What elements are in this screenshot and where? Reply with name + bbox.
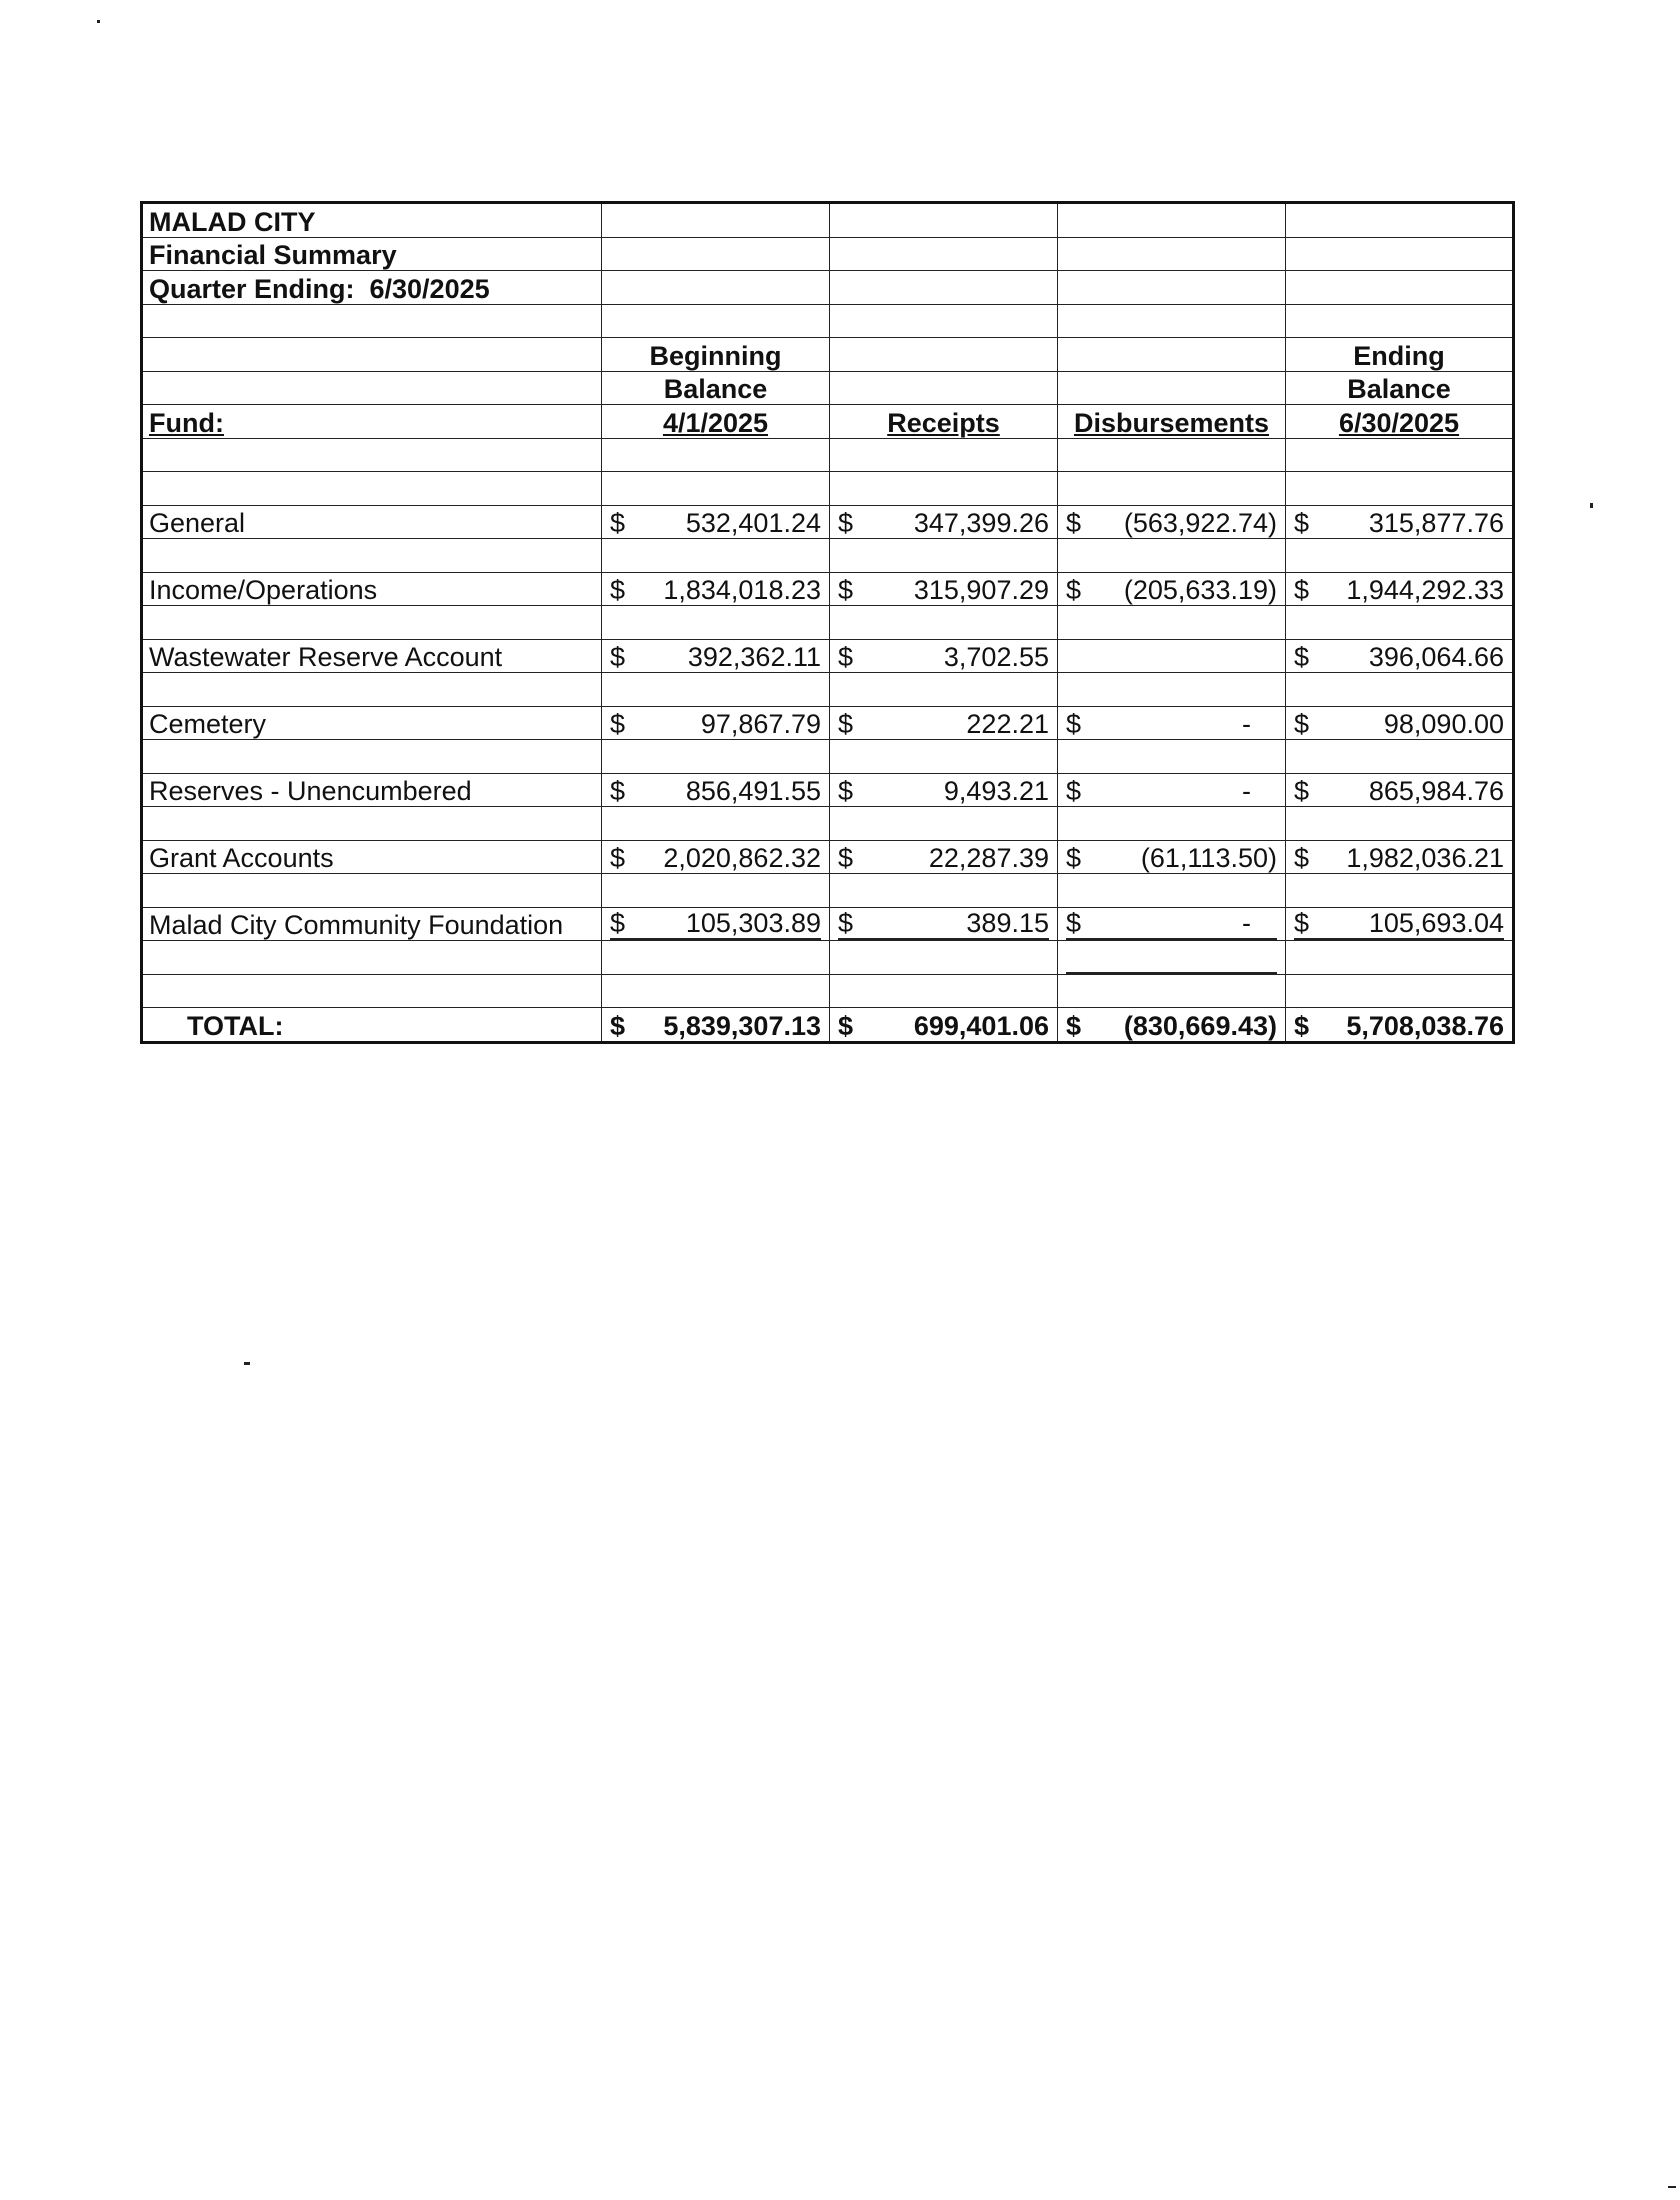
entity-name: MALAD CITY bbox=[142, 203, 602, 238]
fund-ending-cell: $ 396,064.66 bbox=[1286, 639, 1514, 673]
scan-speck bbox=[244, 1362, 250, 1365]
fund-beginning-cell: $ 392,362.11 bbox=[602, 639, 830, 673]
fund-name: General bbox=[142, 505, 602, 539]
fund-receipts-cell: $ 22,287.39 bbox=[830, 840, 1058, 874]
spacer-row bbox=[142, 874, 1514, 908]
fund-ending-cell: $ 1,944,292.33 bbox=[1286, 572, 1514, 606]
fund-name: Grant Accounts bbox=[142, 840, 602, 874]
fund-beginning-cell: $ 105,303.89 bbox=[602, 907, 830, 941]
fund-name: Income/Operations bbox=[142, 572, 602, 606]
financial-summary-table bbox=[140, 201, 1515, 1044]
fund-beginning-cell: $ 856,491.55 bbox=[602, 773, 830, 807]
fund-receipts-cell: $ 222.21 bbox=[830, 706, 1058, 740]
fund-ending-cell: $ 865,984.76 bbox=[1286, 773, 1514, 807]
ending-header-line2: Balance bbox=[1286, 371, 1514, 405]
header-row bbox=[142, 271, 1514, 305]
fund-name: Malad City Community Foundation bbox=[142, 907, 602, 941]
fund-ending-cell: $ 105,693.04 bbox=[1286, 907, 1514, 941]
fund-disbursements-cell: $ (563,922.74) bbox=[1058, 505, 1286, 539]
total-beginning: $ 5,839,307.13 bbox=[602, 1008, 830, 1043]
header-row bbox=[142, 203, 1514, 238]
spacer-row bbox=[142, 304, 1514, 338]
spacer-row bbox=[142, 673, 1514, 707]
beginning-header-line1: Beginning bbox=[602, 338, 830, 372]
ending-date-header: 6/30/2025 bbox=[1286, 405, 1514, 439]
fund-disbursements-cell bbox=[1058, 639, 1286, 673]
fund-header: Fund: bbox=[142, 405, 602, 439]
total-row bbox=[142, 1008, 1514, 1043]
fund-beginning-cell: $ 97,867.79 bbox=[602, 706, 830, 740]
spacer-row bbox=[142, 941, 1514, 975]
quarter-ending: Quarter Ending: 6/30/2025 bbox=[142, 271, 602, 305]
report-title: Financial Summary bbox=[142, 237, 602, 271]
scan-speck bbox=[1668, 2186, 1676, 2188]
fund-ending-cell: $ 1,982,036.21 bbox=[1286, 840, 1514, 874]
column-header-row bbox=[142, 338, 1514, 372]
total-label: TOTAL: bbox=[142, 1008, 602, 1043]
fund-rows bbox=[142, 505, 1514, 941]
fund-row bbox=[142, 572, 1514, 606]
disbursements-header: Disbursements bbox=[1058, 405, 1286, 439]
fund-disbursements-cell: $ (61,113.50) bbox=[1058, 840, 1286, 874]
spacer-row bbox=[142, 606, 1514, 640]
fund-name: Reserves - Unencumbered bbox=[142, 773, 602, 807]
disbursement-subtotal-rule bbox=[1066, 942, 1277, 974]
spacer-row bbox=[142, 740, 1514, 774]
header-row bbox=[142, 237, 1514, 271]
fund-beginning-cell: $ 1,834,018.23 bbox=[602, 572, 830, 606]
column-header-row bbox=[142, 405, 1514, 439]
scan-speck bbox=[97, 20, 100, 23]
beginning-date-header: 4/1/2025 bbox=[602, 405, 830, 439]
fund-row bbox=[142, 907, 1514, 941]
total-receipts: $ 699,401.06 bbox=[830, 1008, 1058, 1043]
fund-row bbox=[142, 840, 1514, 874]
fund-beginning-cell: $ 2,020,862.32 bbox=[602, 840, 830, 874]
fund-row bbox=[142, 639, 1514, 673]
spacer-row bbox=[142, 438, 1514, 472]
spacer-row bbox=[142, 807, 1514, 841]
spacer-row bbox=[142, 539, 1514, 573]
fund-name: Cemetery bbox=[142, 706, 602, 740]
spacer-row bbox=[142, 974, 1514, 1008]
fund-disbursements-cell: $ - bbox=[1058, 773, 1286, 807]
ending-header-line1: Ending bbox=[1286, 338, 1514, 372]
fund-receipts-cell: $ 9,493.21 bbox=[830, 773, 1058, 807]
beginning-header-line2: Balance bbox=[602, 371, 830, 405]
fund-row bbox=[142, 505, 1514, 539]
fund-ending-cell: $ 315,877.76 bbox=[1286, 505, 1514, 539]
receipts-header: Receipts bbox=[830, 405, 1058, 439]
fund-beginning-cell: $ 532,401.24 bbox=[602, 505, 830, 539]
fund-row bbox=[142, 706, 1514, 740]
spacer-row bbox=[142, 472, 1514, 506]
total-ending: $ 5,708,038.76 bbox=[1286, 1008, 1514, 1043]
column-header-row bbox=[142, 371, 1514, 405]
scan-speck bbox=[1590, 503, 1593, 508]
fund-name: Wastewater Reserve Account bbox=[142, 639, 602, 673]
fund-disbursements-cell: $ - bbox=[1058, 706, 1286, 740]
fund-disbursements-cell: $ (205,633.19) bbox=[1058, 572, 1286, 606]
fund-receipts-cell: $ 347,399.26 bbox=[830, 505, 1058, 539]
fund-disbursements-cell: $ - bbox=[1058, 907, 1286, 941]
total-disbursements: $ (830,669.43) bbox=[1058, 1008, 1286, 1043]
fund-row bbox=[142, 773, 1514, 807]
fund-receipts-cell: $ 389.15 bbox=[830, 907, 1058, 941]
fund-receipts-cell: $ 3,702.55 bbox=[830, 639, 1058, 673]
fund-ending-cell: $ 98,090.00 bbox=[1286, 706, 1514, 740]
fund-receipts-cell: $ 315,907.29 bbox=[830, 572, 1058, 606]
